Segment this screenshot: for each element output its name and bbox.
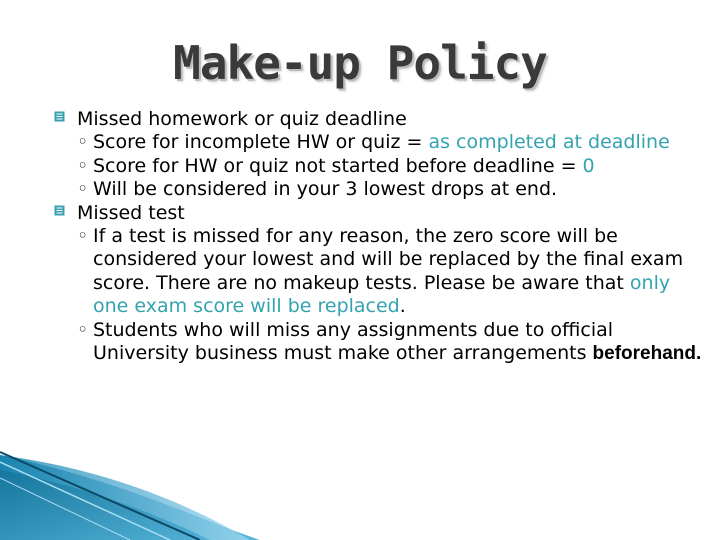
bullet-item [54,202,704,225]
ring-bullet-icon: ◦ [77,131,89,154]
highlighted-text: 0 [582,154,595,177]
slide-body [54,108,704,365]
ring-bullet-icon: ◦ [77,225,89,248]
sub-bullet-tail: . [399,295,406,318]
sub-bullet-text: If a test is missed for any reason, the zero score will be considered your lowest and will be replaced by the final exam score. There are no makeup tests. Please be aware that [93,225,684,294]
ring-bullet-icon: ◦ [77,154,89,177]
bullet-icon [54,111,65,122]
sub-bullet-text: Score for HW or quiz not started before deadline = [93,154,583,177]
highlighted-text: only one exam score will be replaced [93,271,671,318]
ring-bullet-icon: ◦ [77,178,89,201]
bullet-text: Missed test [77,201,185,224]
bullet-text: Missed homework or quiz deadline [77,108,407,130]
sub-bullet-item [54,319,704,366]
sub-bullet-item [54,155,704,178]
sub-bullet-text: Students who will miss any assignments due to official University business must make other arrangements [93,318,614,365]
slide-title: Make-up Policy [173,36,547,90]
sub-bullet-item [54,225,704,319]
ring-bullet-icon: ◦ [77,318,89,341]
bold-text: beforehand. [592,343,702,365]
sub-bullet-item [54,178,704,201]
sub-bullet-text: Score for incomplete HW or quiz = [93,131,429,154]
bullet-icon [54,205,65,216]
highlighted-text: as completed at deadline [428,131,670,154]
sub-bullet-text: Will be considered in your 3 lowest drops at end. [93,178,558,201]
bullet-item [54,108,704,131]
sub-bullet-item [54,131,704,154]
